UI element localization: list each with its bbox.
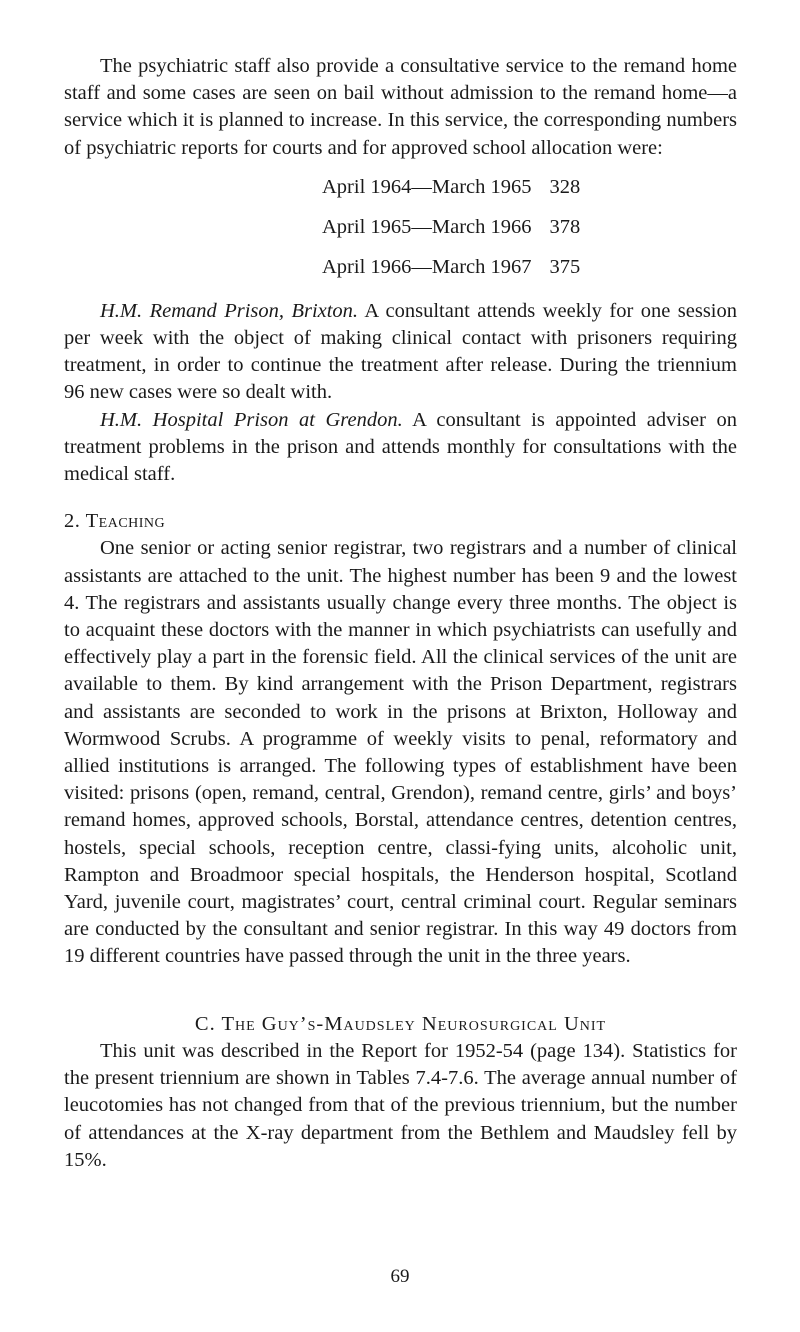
table-row bbox=[322, 254, 580, 294]
document-page bbox=[64, 53, 737, 1174]
page-number: 69 bbox=[390, 1266, 410, 1287]
neurosurgical-unit-heading: C. The Guy’s-Maudsley Neurosurgical Unit bbox=[194, 1012, 607, 1035]
neurosurgical-unit-paragraph: This unit was described in the Report for 1952-54 (page 134). Statistics for the present triennium are shown in Tables 7.4-7.6. The average annual number of leucotomies has not changed from that of the previous triennium, but the number of attendances at the X-ray department from the Bethlem and Maudsley fell by 15%. bbox=[64, 1039, 737, 1171]
brixton-title: H.M. Remand Prison, Brixton. bbox=[100, 299, 359, 322]
teaching-paragraph: One senior or acting senior registrar, two registrars and a number of clinical assistants are attached to the unit. The highest number has been 9 and the lowest 4. The registrars and assistants usually change every three months. The object is to acquaint these doctors with the manner in which psychiatrists can usefully and effectively play a part in the forensic field. All the clinical services of the unit are available to them. By kind arrangement with the Prison Department, registrars and assistants are seconded to work in the prisons at Brixton, Holloway and Wormwood Scrubs. A programme of weekly visits to penal, reformatory and allied institutions is arranged. The following types of establishment have been visited: prisons (open, remand, central, Grendon), remand centre, girls’ and boys’ remand homes, approved schools, Borstal, attendance centres, detention centres, hostels, special schools, reception centre, classi-fying units, alcoholic unit, Rampton and Broadmoor special hospitals, the Henderson hospital, Scotland Yard, juvenile court, magistrates’ court, central criminal court. Regular seminars are conducted by the consultant and senior registrar. In this way 49 doctors from 19 different countries have passed through the unit in the three years. bbox=[64, 537, 737, 968]
count-cell: 378 bbox=[549, 215, 581, 238]
period-cell: April 1964—March 1965 bbox=[322, 175, 532, 198]
table-row bbox=[322, 174, 580, 214]
count-cell: 328 bbox=[549, 175, 581, 198]
period-cell: April 1966—March 1967 bbox=[322, 255, 532, 278]
period-cell: April 1965—March 1966 bbox=[322, 215, 532, 238]
teaching-heading: 2. Teaching bbox=[64, 510, 166, 533]
grendon-paragraph bbox=[64, 407, 737, 489]
report-counts-table bbox=[322, 174, 580, 294]
intro-paragraph: The psychiatric staff also provide a consultative service to the remand home staff and some cases are seen on bail without admission to the remand home—a service which it is planned to increase. In this service, the corresponding numbers of psychiatric reports for courts and for approved school allocation were: bbox=[64, 55, 737, 159]
count-cell: 375 bbox=[549, 255, 581, 278]
grendon-title: H.M. Hospital Prison at Grendon. bbox=[100, 408, 403, 431]
brixton-text: A consultant attends weekly for one session per week with the object of making clinical contact with prisoners requiring treatment, in order to continue the treatment after release. During the triennium 96 new cases were so dealt with. bbox=[64, 299, 737, 404]
grendon-text: A consultant is appointed adviser on treatment problems in the prison and attends monthly for consultations with the medical staff. bbox=[64, 408, 737, 486]
table-row bbox=[322, 214, 580, 254]
brixton-paragraph bbox=[64, 298, 737, 407]
